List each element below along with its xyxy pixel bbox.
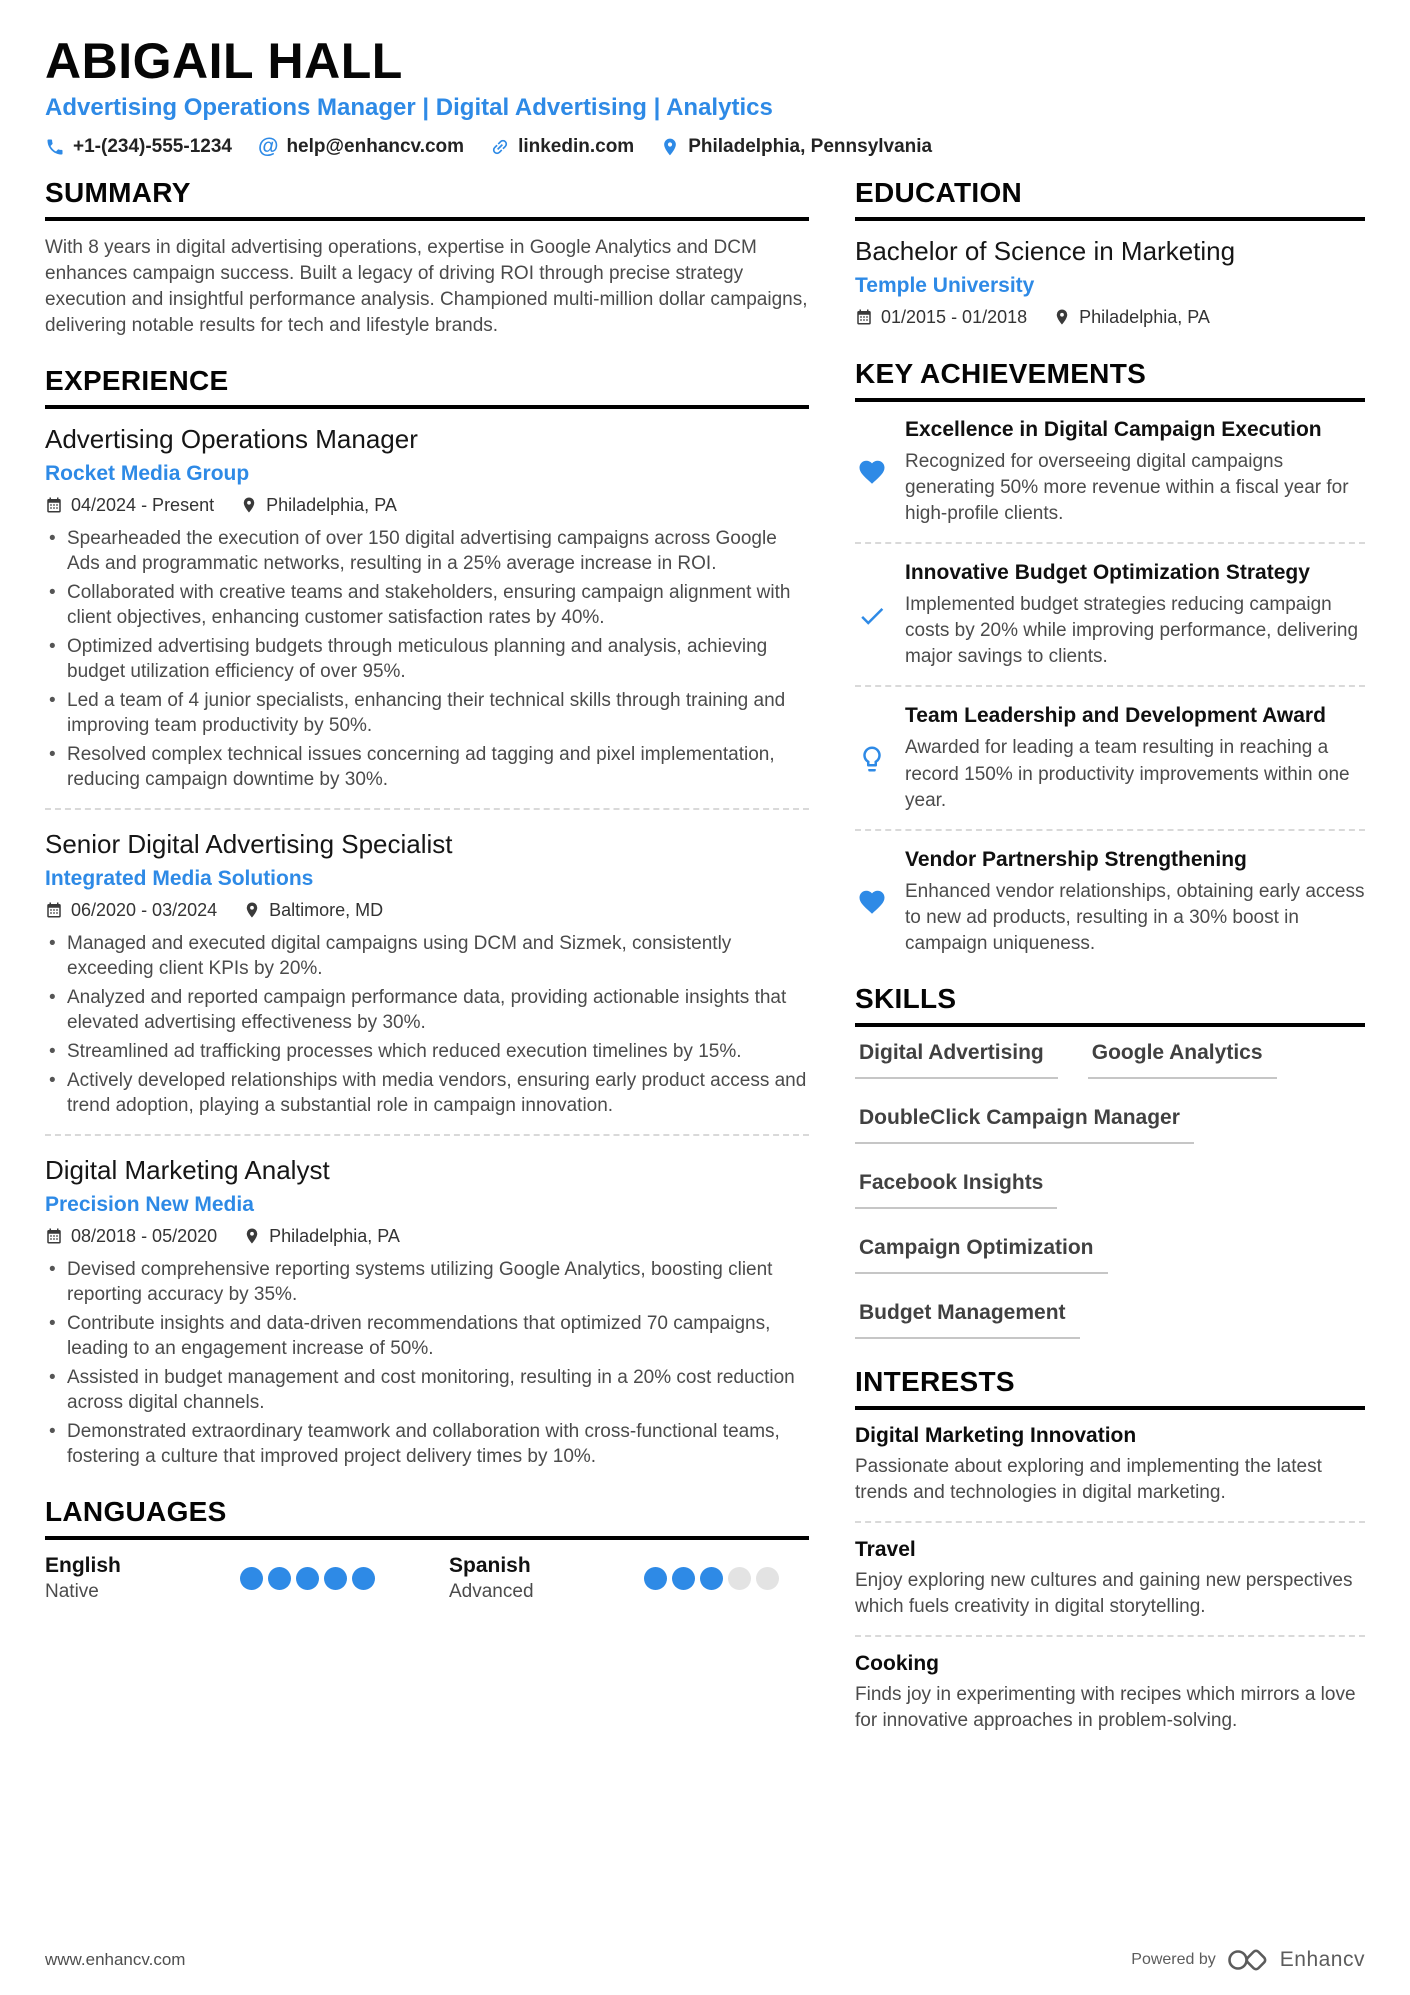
skill-item: Facebook Insights <box>855 1171 1057 1209</box>
resume-body <box>0 177 1410 1760</box>
education-location-text: Philadelphia, PA <box>1079 306 1210 327</box>
contact-email[interactable] <box>258 135 464 159</box>
education-location <box>1053 307 1210 328</box>
job-title: Advertising Operations Manager <box>45 424 418 455</box>
section-heading-achievements: KEY ACHIEVEMENTS <box>855 358 1365 402</box>
language-level-dot <box>672 1567 695 1590</box>
section-heading-interests: INTERESTS <box>855 1366 1365 1410</box>
achievement-text: Recognized for overseeing digital campaigns generating 50% more revenue within a fiscal year for high-profile clients. <box>905 450 1349 524</box>
lightbulb-icon <box>855 702 889 813</box>
skill-row <box>855 1041 1365 1079</box>
job-bullet: • Spearheaded the execution of over 150 digital advertising campaigns across Google Ads and programmatic networks, resulting in a 25% average increase in ROI. <box>45 526 809 576</box>
summary-text: With 8 years in digital advertising operations, expertise in Google Analytics and DCM enhances campaign success. Built a legacy of driving ROI through precise strategy execution and insightful performance analysis. Championed multi-million dollar campaigns, delivering notable results for tech and lifestyle brands. <box>45 237 808 337</box>
contact-location[interactable] <box>660 136 932 158</box>
job-bullet: • Analyzed and reported campaign performance data, providing actionable insights that elevated advertising effectiveness by 30%. <box>45 985 809 1035</box>
left-column <box>45 177 809 1760</box>
language-text <box>449 1554 644 1603</box>
job-dates <box>45 495 214 516</box>
achievement-item <box>855 559 1365 670</box>
skill-item: Campaign Optimization <box>855 1236 1108 1274</box>
job-entry <box>45 423 809 792</box>
interest-text: Passionate about exploring and implementing the latest trends and technologies in digital marketing. <box>855 1455 1322 1503</box>
contact-linkedin-text: linkedin.com <box>518 136 635 157</box>
page-footer <box>45 1947 1365 1973</box>
contact-linkedin[interactable] <box>490 136 634 158</box>
contact-location-text: Philadelphia, Pennsylvania <box>688 136 933 157</box>
achievement-title: Innovative Budget Optimization Strategy <box>905 560 1310 584</box>
job-title: Senior Digital Advertising Specialist <box>45 829 453 860</box>
achievement-item <box>855 846 1365 957</box>
language-name: English <box>45 1553 121 1577</box>
heart-icon <box>855 846 889 957</box>
achievement-title: Team Leadership and Development Award <box>905 704 1326 728</box>
language-level-dot <box>728 1567 751 1590</box>
job-separator <box>45 808 809 810</box>
language-level-dot <box>324 1567 347 1590</box>
interest-title: Travel <box>855 1537 916 1561</box>
job-meta <box>45 1226 809 1247</box>
job-location <box>243 1226 400 1247</box>
education-meta <box>855 307 1365 328</box>
job-dates-text: 06/2020 - 03/2024 <box>71 899 218 920</box>
job-location <box>243 900 383 921</box>
achievement-title: Vendor Partnership Strengthening <box>905 847 1247 871</box>
language-item-english <box>45 1554 427 1603</box>
powered-by-brand[interactable] <box>1131 1947 1365 1973</box>
achievement-separator <box>855 685 1365 687</box>
company-link[interactable]: Rocket Media Group <box>45 461 250 485</box>
job-bullets <box>45 931 809 1119</box>
job-bullet: • Demonstrated extraordinary teamwork and collaboration with cross-functional teams, fostering a culture that improved project delivery times by 10%. <box>45 1419 809 1469</box>
contact-phone-text: +1-(234)-555-1234 <box>73 136 232 157</box>
language-level: Native <box>45 1580 99 1602</box>
education-section <box>855 177 1365 328</box>
skill-item: DoubleClick Campaign Manager <box>855 1106 1194 1144</box>
enhancv-logo-icon <box>1226 1947 1270 1973</box>
language-level-dot <box>268 1567 291 1590</box>
skill-row <box>855 1236 1365 1274</box>
interests-section <box>855 1366 1365 1734</box>
achievement-text: Enhanced vendor relationships, obtaining early access to new ad products, resulting in a 30% boost in campaign uniqueness. <box>905 880 1365 954</box>
job-bullet: • Devised comprehensive reporting systems utilizing Google Analytics, boosting client reporting accuracy by 35%. <box>45 1257 809 1307</box>
job-bullet: • Collaborated with creative teams and stakeholders, ensuring campaign alignment with client objectives, enhancing customer satisfaction rates by 40%. <box>45 580 809 630</box>
check-icon <box>855 559 889 670</box>
job-location-text: Philadelphia, PA <box>266 494 397 515</box>
degree-title: Bachelor of Science in Marketing <box>855 236 1236 266</box>
achievement-item <box>855 416 1365 527</box>
achievement-content <box>905 559 1365 670</box>
language-level-dots <box>240 1567 375 1590</box>
skill-item: Digital Advertising <box>855 1041 1058 1079</box>
job-bullet: • Actively developed relationships with media vendors, ensuring early product access and trend adoption, playing a substantial role in campaign innovation. <box>45 1068 809 1118</box>
section-heading-education: EDUCATION <box>855 177 1365 221</box>
interest-separator <box>855 1635 1365 1637</box>
right-column <box>855 177 1365 1760</box>
language-level-dot <box>296 1567 319 1590</box>
achievement-separator <box>855 542 1365 544</box>
location-icon <box>1053 308 1071 326</box>
job-entry <box>45 828 809 1118</box>
job-meta <box>45 900 809 921</box>
language-level: Advanced <box>449 1580 534 1602</box>
job-title: Digital Marketing Analyst <box>45 1155 330 1186</box>
at-icon: @ <box>257 135 279 158</box>
school-link[interactable]: Temple University <box>855 273 1035 297</box>
language-level-dot <box>352 1567 375 1590</box>
job-dates <box>45 1226 217 1247</box>
skill-row <box>855 1106 1365 1144</box>
achievement-content <box>905 702 1365 813</box>
calendar-icon <box>45 1227 63 1245</box>
language-level-dot <box>240 1567 263 1590</box>
language-level-dot <box>644 1567 667 1590</box>
skills-section <box>855 983 1365 1339</box>
language-level-dot <box>700 1567 723 1590</box>
resume-header <box>0 34 1410 159</box>
skill-row <box>855 1171 1365 1209</box>
contact-email-text: help@enhancv.com <box>286 136 465 157</box>
job-separator <box>45 1134 809 1136</box>
languages-section <box>45 1496 809 1603</box>
job-bullet: • Contribute insights and data-driven recommendations that optimized 70 campaigns, leading to an engagement increase of 50%. <box>45 1311 809 1361</box>
job-meta <box>45 495 809 516</box>
interest-title: Cooking <box>855 1651 939 1675</box>
enhancv-wordmark: Enhancv <box>1279 1948 1365 1971</box>
language-name: Spanish <box>449 1553 531 1577</box>
calendar-icon <box>45 496 63 514</box>
language-level-dots <box>644 1567 779 1590</box>
section-heading-languages: LANGUAGES <box>45 1496 809 1540</box>
website-link[interactable]: www.enhancv.com <box>45 1950 186 1969</box>
education-dates-text: 01/2015 - 01/2018 <box>881 306 1028 327</box>
achievement-title: Excellence in Digital Campaign Execution <box>905 417 1322 441</box>
achievement-text: Awarded for leading a team resulting in reaching a record 150% in productivity improvements within one year. <box>905 737 1350 811</box>
job-dates-text: 04/2024 - Present <box>71 494 215 515</box>
calendar-icon <box>45 901 63 919</box>
skill-item: Google Analytics <box>1088 1041 1277 1079</box>
achievement-separator <box>855 829 1365 831</box>
interest-text: Enjoy exploring new cultures and gaining new perspectives which fuels creativity in digital storytelling. <box>855 1569 1353 1617</box>
job-bullet: • Optimized advertising budgets through meticulous planning and analysis, achieving budget utilization efficiency of over 95%. <box>45 634 809 684</box>
languages-row <box>45 1554 809 1603</box>
experience-section <box>45 365 809 1469</box>
job-bullet: • Assisted in budget management and cost monitoring, resulting in a 20% cost reduction across digital channels. <box>45 1365 809 1415</box>
location-icon <box>243 901 261 919</box>
link-icon <box>490 137 510 157</box>
skill-item: Budget Management <box>855 1301 1080 1339</box>
skill-row <box>855 1301 1365 1339</box>
company-link[interactable]: Precision New Media <box>45 1192 254 1216</box>
achievement-item <box>855 702 1365 813</box>
job-entry <box>45 1154 809 1469</box>
language-level-dot <box>756 1567 779 1590</box>
interest-text: Finds joy in experimenting with recipes which mirrors a love for innovative approaches in problem-solving. <box>855 1683 1356 1731</box>
achievement-text: Implemented budget strategies reducing campaign costs by 20% while improving performance, delivering major savings to clients. <box>905 594 1359 668</box>
interest-item <box>855 1652 1365 1734</box>
location-icon <box>243 1227 261 1245</box>
heart-icon <box>855 416 889 527</box>
location-icon <box>660 137 680 157</box>
job-bullet: • Resolved complex technical issues concerning ad tagging and pixel implementation, reducing campaign downtime by 30%. <box>45 742 809 792</box>
job-bullets <box>45 526 809 793</box>
section-heading-summary: SUMMARY <box>45 177 809 221</box>
section-heading-skills: SKILLS <box>855 983 1365 1027</box>
job-dates <box>45 900 217 921</box>
education-dates <box>855 307 1027 328</box>
powered-by-label: Powered by <box>1131 1951 1216 1968</box>
job-bullets <box>45 1257 809 1470</box>
interest-separator <box>855 1521 1365 1523</box>
achievements-section <box>855 358 1365 957</box>
language-item-spanish <box>427 1554 809 1603</box>
achievement-content <box>905 846 1365 957</box>
achievement-content <box>905 416 1365 527</box>
summary-section <box>45 177 809 339</box>
job-location-text: Baltimore, MD <box>269 899 384 920</box>
calendar-icon <box>855 308 873 326</box>
location-icon <box>240 496 258 514</box>
contact-phone[interactable] <box>45 136 232 158</box>
job-location-text: Philadelphia, PA <box>269 1225 400 1246</box>
interest-item <box>855 1424 1365 1506</box>
section-heading-experience: EXPERIENCE <box>45 365 809 409</box>
contact-row <box>45 135 1365 159</box>
job-bullet: • Streamlined ad trafficking processes which reduced execution timelines by 15%. <box>45 1039 809 1064</box>
job-bullet: • Led a team of 4 junior specialists, enhancing their technical skills through training and improving team productivity by 50%. <box>45 688 809 738</box>
interest-item <box>855 1538 1365 1620</box>
company-link[interactable]: Integrated Media Solutions <box>45 866 314 890</box>
candidate-name: ABIGAIL HALL <box>45 33 403 89</box>
job-bullet: • Managed and executed digital campaigns using DCM and Sizmek, consistently exceeding client KPIs by 20%. <box>45 931 809 981</box>
candidate-title: Advertising Operations Manager | Digital Advertising | Analytics <box>45 94 773 121</box>
job-location <box>240 495 397 516</box>
phone-icon <box>45 137 65 157</box>
job-dates-text: 08/2018 - 05/2020 <box>71 1225 218 1246</box>
language-text <box>45 1554 240 1603</box>
interest-title: Digital Marketing Innovation <box>855 1423 1137 1447</box>
